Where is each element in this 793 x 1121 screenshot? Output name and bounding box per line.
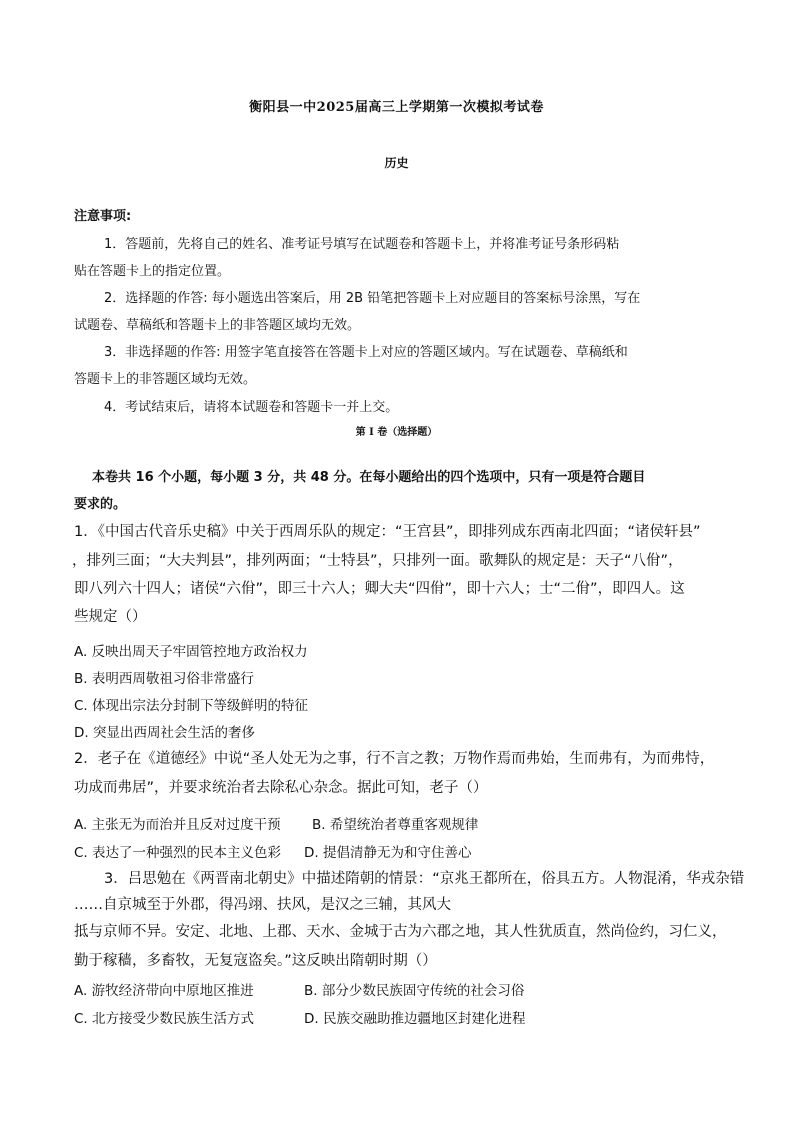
notice-line: 4．考试结束后，请将本试题卷和答题卡一并上交。: [104, 400, 399, 415]
question-3-line: ……自京城至于外郡，得冯翊、扶风，是汉之三辅，其风大: [74, 897, 451, 913]
section-intro: 本卷共 16 个小题，每小题 3 分，共 48 分。在每小题给出的四个选项中，只有一项是符合题目: [92, 470, 646, 485]
question-1-line: 些规定（）: [74, 609, 147, 625]
question-2-option-d[interactable]: D. 提倡清静无为和守住善心: [304, 845, 472, 861]
notice-heading: 注意事项:: [74, 209, 132, 224]
question-1-option-b[interactable]: B. 表明西周敬祖习俗非常盛行: [74, 671, 254, 687]
question-3-line: 抵与京师不异。安定、北地、上郡、天水、金城于古为六郡之地，其人性犹质直，然尚俭约，习仁义，: [74, 924, 727, 940]
question-3-option-d[interactable]: D. 民族交融助推边疆地区封建化进程: [304, 1011, 526, 1027]
question-3-line: 3．吕思勉在《两晋南北朝史》中描述隋朝的情景：“京兆王都所在，俗具五方。人物混淆，华戎杂错: [104, 871, 745, 887]
question-1-line: ，排列三面；“大夫判县”，排列两面；“士特县”，只排列一面。歌舞队的规定是：天子“八佾”，: [72, 553, 683, 569]
notice-line: 3．非选择题的作答: 用签字笔直接答在答题卡上对应的答题区域内。写在试题卷、草稿纸和: [104, 345, 628, 360]
question-2-line: 2．老子在《道德经》中说“圣人处无为之事，行不言之教；万物作焉而弗始，生而弗有，为而弗恃，: [74, 751, 715, 767]
subject-title: 历史: [384, 156, 409, 170]
notice-line: 答题卡上的非答题区域均无效。: [74, 372, 257, 387]
exam-title: 衡阳县一中2025届高三上学期第一次模拟考试卷: [249, 100, 544, 115]
notice-line: 试题卷、草稿纸和答题卡上的非答题区域均无效。: [74, 318, 361, 333]
question-2-option-b[interactable]: B. 希望统治者尊重客观规律: [312, 817, 479, 833]
question-1-option-d[interactable]: D. 突显出西周社会生活的奢侈: [74, 725, 255, 741]
notice-line: 2．选择题的作答: 每小题选出答案后，用 2B 铅笔把答题卡上对应题目的答案标号涂黑，写在: [104, 291, 641, 306]
question-3-option-a[interactable]: A. 游牧经济带向中原地区推进: [74, 983, 254, 999]
question-2-line: 功成而弗居”，并要求统治者去除私心杂念。据此可知，老子（）: [74, 780, 488, 796]
section-title: 第 I 卷（选择题）: [355, 427, 438, 438]
question-1-line: 即八列六十四人；诸侯“六佾”，即三十六人；卿大夫“四佾”，即十六人；士“二佾”，即四人。这: [74, 581, 685, 597]
question-3-option-b[interactable]: B. 部分少数民族固守传统的社会习俗: [304, 983, 525, 999]
question-1-line: 1．《中国古代音乐史稿》中关于西周乐队的规定：“王宫县”，即排列成东西南北四面；“诸侯轩县”: [74, 524, 701, 540]
notice-line: 贴在答题卡上的指定位置。: [74, 264, 231, 279]
question-2-option-c[interactable]: C. 表达了一种强烈的民本主义色彩: [74, 845, 282, 861]
question-3-line: 勤于稼穑，多畜牧，无复寇盗矣。”这反映出隋朝时期（）: [74, 953, 437, 969]
question-1-option-a[interactable]: A. 反映出周天子牢固管控地方政治权力: [74, 644, 308, 660]
question-3-option-c[interactable]: C. 北方接受少数民族生活方式: [74, 1011, 255, 1027]
question-2-option-a[interactable]: A. 主张无为而治并且反对过度干预: [74, 817, 281, 833]
notice-line: 1．答题前，先将自己的姓名、准考证号填写在试题卷和答题卡上，并将准考证号条形码粘: [104, 237, 620, 252]
question-1-option-c[interactable]: C. 体现出宗法分封制下等级鲜明的特征: [74, 698, 309, 714]
section-intro: 要求的。: [74, 497, 127, 512]
